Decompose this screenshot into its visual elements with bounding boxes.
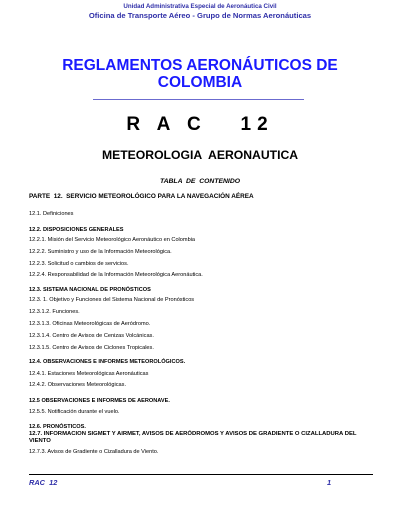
toc-section-heading: 12.6. PRONÓSTICOS. (29, 424, 86, 430)
section-subtitle: METEOROLOGIA AERONAUTICA (101, 148, 299, 162)
toc-section-heading: 12.2. DISPOSICIONES GENERALES (29, 227, 124, 233)
toc-section-heading: 12.5 OBSERVACIONES E INFORMES DE AERONAVE. (29, 398, 170, 404)
toc-entry: 12.3. 1. Objetivo y Funciones del Sistema Nacional de Pronósticos (29, 297, 195, 303)
document-title (60, 57, 340, 91)
toc-entry: 12.3.1.5. Centro de Avisos de Ciclones Tropicales. (29, 345, 154, 351)
title-underline (93, 99, 304, 100)
toc-entry: 12.2.1. Misión del Servicio Meteorológico Aeronáutico en Colombia (29, 237, 196, 243)
toc-entry: 12.4.1. Estaciones Meteorológicas Aeronáuticas (29, 371, 149, 377)
toc-heading: TABLA DE CONTENIDO (159, 178, 241, 185)
toc-entry: 12.2.3. Solicitud o cambios de servicios. (29, 261, 129, 267)
toc-entry: 12.3.1.2. Funciones. (29, 309, 80, 315)
toc-section-heading: 12.4. OBSERVACIONES E INFORMES METEOROLÓGICOS. (29, 359, 186, 365)
rac-number: R A C 12 (126, 114, 274, 135)
toc-entry: 12.3.1.4. Centro de Avisos de Cenizas Volcánicas. (29, 333, 154, 339)
toc-entry: 12.5.5. Notificación durante el vuelo. (29, 409, 120, 415)
title-line-1: REGLAMENTOS AERONÁUTICOS DE (62, 57, 338, 74)
title-line-2: COLOMBIA (157, 74, 243, 91)
toc-entry: 12.7.3. Avisos de Gradiente o Cizalladura de Viento. (29, 449, 159, 455)
header-office: Oficina de Transporte Aéreo - Grupo de Normas Aeronáuticas (88, 11, 312, 20)
toc-entry: 12.3.1.3. Oficinas Meteorológicas de Aeródromo. (29, 321, 151, 327)
part-heading: PARTE 12. SERVICIO METEOROLÓGICO PARA LA NAVEGACIÓN AÉREA (29, 193, 254, 200)
header-organization: Unidad Administrativa Especial de Aeronáutica Civil (123, 3, 277, 10)
toc-entry: 12.1. Definiciones (29, 211, 74, 217)
toc-entry: 12.2.2. Suministro y uso de la Información Meteorológica. (29, 249, 172, 255)
toc-section-heading: 12.7. INFORMACION SIGMET Y AIRMET, AVISOS DE AERÓDROMOS Y AVISOS DE GRADIENTE O CIZALLADURA DEL VIENTO (29, 431, 357, 444)
toc-entry: 12.4.2. Observaciones Meteorológicas. (29, 382, 127, 388)
footer-divider (29, 474, 373, 475)
toc-section-heading: 12.3. SISTEMA NACIONAL DE PRONÓSTICOS (29, 287, 151, 293)
toc-entry: 12.2.4. Responsabilidad de la Información Meteorológica Aeronáutica. (29, 272, 203, 278)
footer-document-code: RAC 12 (29, 478, 58, 487)
page-number: 1 (327, 478, 332, 487)
